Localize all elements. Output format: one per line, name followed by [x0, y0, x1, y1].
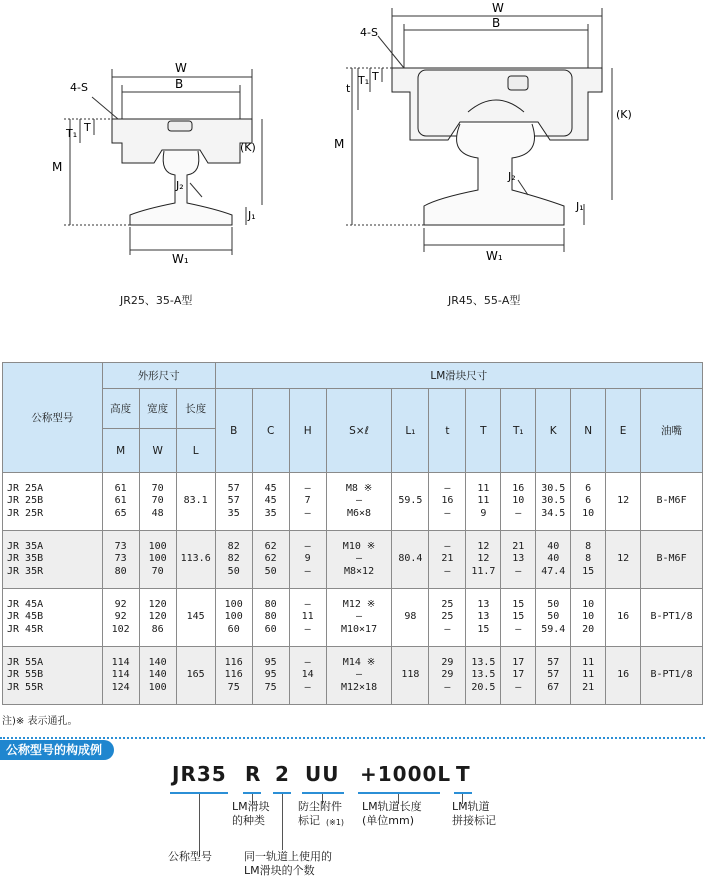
- header-C: C: [252, 389, 289, 473]
- cell-b: [215, 589, 252, 647]
- label-J2: J₂: [176, 179, 184, 192]
- cell-l1: 98: [392, 589, 429, 647]
- cell-t: [466, 647, 501, 705]
- cell-oil: B-M6F: [641, 531, 703, 589]
- cell-line: 6: [585, 482, 592, 494]
- label-block-type: LM滑块 的种类: [232, 800, 270, 827]
- cell-line: 70: [151, 565, 164, 577]
- label-J1: J₁: [576, 200, 584, 213]
- cell-line: 82: [227, 540, 240, 552]
- cell-n: [571, 647, 606, 705]
- cell-line: 12: [477, 553, 490, 565]
- cell-line: 62: [264, 553, 277, 565]
- cell-line: —: [304, 656, 311, 668]
- section-divider: [0, 737, 705, 739]
- cell-line: 11: [477, 495, 490, 507]
- cell-line: 57: [547, 669, 560, 681]
- cell-t1: [501, 473, 536, 531]
- cell-line: M12 ※: [342, 598, 376, 610]
- cell-line: 73: [114, 540, 127, 552]
- cell-s: [326, 589, 392, 647]
- cell-line: 13: [477, 598, 490, 610]
- leader-count: [282, 794, 283, 850]
- cell-line: 80: [264, 611, 277, 623]
- cell-l: 165: [176, 647, 215, 705]
- cell-line: 34.5: [541, 507, 566, 519]
- cell-line: 20.5: [471, 681, 496, 693]
- cell-line: 40: [547, 553, 560, 565]
- cell-line: 47.4: [541, 565, 566, 577]
- part-rail-length: +1000L: [360, 762, 452, 786]
- cell-w: [139, 531, 176, 589]
- cell-model: [3, 473, 103, 531]
- cell-line: 17: [512, 669, 525, 681]
- cell-line: —: [304, 623, 311, 635]
- cell-line: 124: [111, 681, 130, 693]
- cell-n: [571, 531, 606, 589]
- cell-line: —: [444, 482, 451, 494]
- label-T1: T₁: [358, 74, 370, 87]
- part-model: JR35: [172, 762, 227, 786]
- header-H: H: [289, 389, 326, 473]
- cell-line: 35: [227, 507, 240, 519]
- cell-line: JR 35R: [7, 565, 44, 577]
- label-count: 同一轨道上使用的 LM滑块的个数: [244, 850, 332, 877]
- cell-c: [252, 473, 289, 531]
- table-row: [3, 647, 703, 705]
- cell-line: —: [304, 507, 311, 519]
- cell-line: 75: [227, 681, 240, 693]
- label-W: W: [175, 61, 187, 75]
- cell-e: 16: [606, 589, 641, 647]
- cell-line: 21: [582, 681, 595, 693]
- cell-t: [466, 531, 501, 589]
- cell-t: [429, 531, 466, 589]
- label-4-S: 4-S: [360, 26, 378, 39]
- cell-line: 120: [148, 611, 167, 623]
- cell-h: [289, 473, 326, 531]
- cell-m: [102, 473, 139, 531]
- cell-l1: 118: [392, 647, 429, 705]
- label-rail-joint: LM轨道 拼接标记: [452, 800, 496, 827]
- cell-line: 45: [264, 482, 277, 494]
- cell-line: 14: [301, 669, 314, 681]
- cell-line: M8 ※: [345, 482, 373, 494]
- label-W: W: [492, 1, 504, 15]
- leader-model: [199, 794, 200, 856]
- part-count: 2: [275, 762, 290, 786]
- cell-line: 35: [264, 507, 277, 519]
- cell-line: —: [304, 565, 311, 577]
- cell-b: [215, 531, 252, 589]
- cell-line: 100: [148, 540, 167, 552]
- cell-line: 100: [224, 598, 243, 610]
- table-note: 注)※ 表示通孔。: [2, 716, 78, 727]
- cell-t1: [501, 589, 536, 647]
- cell-line: 16: [512, 482, 525, 494]
- cell-line: 10: [512, 495, 525, 507]
- cell-line: —: [304, 598, 311, 610]
- cell-line: 48: [151, 507, 164, 519]
- cell-s: [326, 473, 392, 531]
- cell-line: 70: [151, 495, 164, 507]
- cell-model: [3, 531, 103, 589]
- cell-oil: B-PT1/8: [641, 647, 703, 705]
- cell-line: 13.5: [471, 669, 496, 681]
- cell-c: [252, 531, 289, 589]
- cell-line: JR 55R: [7, 681, 44, 693]
- label-seal-mark: (※1): [326, 818, 345, 827]
- cell-h: [289, 647, 326, 705]
- cell-line: M8×12: [343, 565, 375, 577]
- cell-line: JR 55A: [7, 656, 44, 668]
- label-M: M: [334, 137, 345, 151]
- header-E: E: [606, 389, 641, 473]
- cell-w: [139, 589, 176, 647]
- cell-line: 29: [441, 669, 454, 681]
- cell-line: 100: [148, 553, 167, 565]
- cell-line: JR 45R: [7, 623, 44, 635]
- cell-line: —: [515, 565, 522, 577]
- header-N: N: [571, 389, 606, 473]
- cell-k: [536, 531, 571, 589]
- cell-model: [3, 647, 103, 705]
- cell-line: —: [444, 623, 451, 635]
- header-length: 长度: [176, 389, 215, 429]
- cell-m: [102, 531, 139, 589]
- cell-line: 80: [114, 565, 127, 577]
- caption-jr45-55: JR45、55-A型: [448, 294, 521, 307]
- cell-s: [326, 531, 392, 589]
- cell-line: 62: [264, 540, 277, 552]
- drawing-jr45-55: [320, 0, 655, 270]
- part-block-type: R: [245, 762, 262, 786]
- cell-line: JR 25B: [7, 495, 44, 507]
- cell-line: —: [444, 565, 451, 577]
- cell-line: 50: [227, 565, 240, 577]
- cell-line: 82: [227, 553, 240, 565]
- cell-w: [139, 473, 176, 531]
- cell-l: 83.1: [176, 473, 215, 531]
- cell-t1: [501, 647, 536, 705]
- cell-line: 57: [227, 482, 240, 494]
- cell-line: 9: [480, 507, 487, 519]
- cell-line: 60: [264, 623, 277, 635]
- cell-line: —: [304, 681, 311, 693]
- cell-t: [466, 473, 501, 531]
- header-width: 宽度: [139, 389, 176, 429]
- cell-line: 59.4: [541, 623, 566, 635]
- cell-line: JR 45A: [7, 598, 44, 610]
- cell-line: —: [515, 623, 522, 635]
- cell-oil: B-M6F: [641, 473, 703, 531]
- label-K: (K): [616, 108, 632, 121]
- cell-line: —: [444, 540, 451, 552]
- label-J2: J₂: [508, 170, 516, 183]
- cell-c: [252, 647, 289, 705]
- cell-line: 116: [224, 669, 243, 681]
- cell-line: 80: [264, 598, 277, 610]
- cell-line: 140: [148, 669, 167, 681]
- cell-line: 13: [477, 611, 490, 623]
- cell-h: [289, 589, 326, 647]
- cell-line: 70: [151, 482, 164, 494]
- cell-k: [536, 473, 571, 531]
- cell-line: 11: [477, 482, 490, 494]
- cell-e: 12: [606, 531, 641, 589]
- cell-line: 95: [264, 669, 277, 681]
- cell-m: [102, 589, 139, 647]
- cell-line: M10 ※: [342, 540, 376, 552]
- cell-line: —: [304, 540, 311, 552]
- label-W1: W₁: [486, 249, 503, 263]
- cell-t: [429, 473, 466, 531]
- cell-line: 29: [441, 656, 454, 668]
- cell-line: —: [356, 611, 363, 623]
- cell-line: 8: [585, 553, 592, 565]
- cell-b: [215, 647, 252, 705]
- cell-line: JR 25A: [7, 482, 44, 494]
- cell-line: 40: [547, 540, 560, 552]
- cell-e: 12: [606, 473, 641, 531]
- cell-line: —: [356, 495, 363, 507]
- header-oil: 油嘴: [641, 389, 703, 473]
- label-T: T: [84, 121, 91, 134]
- cell-line: 10: [582, 598, 595, 610]
- cell-n: [571, 589, 606, 647]
- cell-line: 17: [512, 656, 525, 668]
- cell-line: —: [444, 507, 451, 519]
- cell-t: [429, 647, 466, 705]
- label-T1: T₁: [66, 127, 78, 140]
- cell-w: [139, 647, 176, 705]
- part-rail-joint: T: [456, 762, 471, 786]
- cell-line: 25: [441, 611, 454, 623]
- header-B: B: [215, 389, 252, 473]
- cell-line: 13.5: [471, 656, 496, 668]
- cell-line: 100: [224, 611, 243, 623]
- cell-model: [3, 589, 103, 647]
- cell-line: —: [515, 681, 522, 693]
- cell-t: [466, 589, 501, 647]
- cell-line: 10: [582, 611, 595, 623]
- cell-line: 92: [114, 598, 127, 610]
- cell-l1: 59.5: [392, 473, 429, 531]
- cell-line: 60: [227, 623, 240, 635]
- header-K: K: [536, 389, 571, 473]
- cell-line: 11: [582, 656, 595, 668]
- header-T: T: [466, 389, 501, 473]
- label-K: (K): [240, 141, 256, 154]
- cell-line: 67: [547, 681, 560, 693]
- cell-line: 95: [264, 656, 277, 668]
- cell-line: 13: [512, 553, 525, 565]
- label-B: B: [175, 77, 184, 91]
- cell-s: [326, 647, 392, 705]
- cell-line: 21: [512, 540, 525, 552]
- cell-line: 7: [304, 495, 311, 507]
- header-t: t: [429, 389, 466, 473]
- underline-rail-length: [358, 792, 440, 794]
- cell-line: 140: [148, 656, 167, 668]
- cell-line: —: [444, 681, 451, 693]
- label-B: B: [492, 16, 501, 30]
- cell-line: 11: [582, 669, 595, 681]
- cell-line: —: [304, 482, 311, 494]
- label-rail-length: LM轨道长度 (单位mm): [362, 800, 422, 827]
- cell-line: 86: [151, 623, 164, 635]
- cell-line: 102: [111, 623, 130, 635]
- cell-line: 11: [301, 611, 314, 623]
- cell-line: 8: [585, 540, 592, 552]
- header-L1: L₁: [392, 389, 429, 473]
- header-height: 高度: [102, 389, 139, 429]
- composition-title: 公称型号的构成例: [0, 740, 114, 760]
- cell-line: —: [356, 553, 363, 565]
- cell-line: 50: [547, 611, 560, 623]
- cell-line: 116: [224, 656, 243, 668]
- cell-line: 30.5: [541, 482, 566, 494]
- label-4-S: 4-S: [70, 81, 88, 94]
- cell-line: 57: [227, 495, 240, 507]
- cell-k: [536, 589, 571, 647]
- cell-m: [102, 647, 139, 705]
- header-T1: T₁: [501, 389, 536, 473]
- cell-line: 15: [477, 623, 490, 635]
- header-lm: LM滑块尺寸: [215, 363, 702, 389]
- cell-line: 73: [114, 553, 127, 565]
- cell-line: 50: [547, 598, 560, 610]
- cell-line: 61: [114, 495, 127, 507]
- caption-jr25-35: JR25、35-A型: [120, 294, 193, 307]
- cell-t: [429, 589, 466, 647]
- cell-line: 30.5: [541, 495, 566, 507]
- header-L: L: [176, 429, 215, 473]
- cell-line: 12: [477, 540, 490, 552]
- cell-line: 9: [304, 553, 311, 565]
- underline-seal: [302, 792, 344, 794]
- cell-line: 15: [582, 565, 595, 577]
- cell-line: JR 25R: [7, 507, 44, 519]
- header-W: W: [139, 429, 176, 473]
- label-J1: J₁: [248, 209, 256, 222]
- part-seal: UU: [305, 762, 340, 786]
- label-M: M: [52, 160, 63, 174]
- label-seal: 防尘附件 标记: [298, 800, 342, 827]
- cell-line: 120: [148, 598, 167, 610]
- spec-table: [2, 362, 703, 705]
- cell-line: 45: [264, 495, 277, 507]
- drawing-jr25-35: [40, 55, 280, 270]
- cell-line: 11.7: [471, 565, 496, 577]
- cell-line: M10×17: [340, 623, 378, 635]
- label-T: T: [372, 70, 379, 83]
- cell-line: 100: [148, 681, 167, 693]
- header-outer: 外形尺寸: [102, 363, 215, 389]
- cell-line: M14 ※: [342, 656, 376, 668]
- cell-line: 16: [441, 495, 454, 507]
- cell-b: [215, 473, 252, 531]
- cell-line: JR 35B: [7, 553, 44, 565]
- underline-rail-joint: [454, 792, 472, 794]
- cell-line: JR 55B: [7, 669, 44, 681]
- table-row: [3, 531, 703, 589]
- cell-line: 57: [547, 656, 560, 668]
- cell-line: M6×8: [346, 507, 372, 519]
- label-W1: W₁: [172, 252, 189, 266]
- cell-line: JR 35A: [7, 540, 44, 552]
- cell-e: 16: [606, 647, 641, 705]
- cell-line: 114: [111, 669, 130, 681]
- cell-line: —: [515, 507, 522, 519]
- cell-n: [571, 473, 606, 531]
- cell-line: 92: [114, 611, 127, 623]
- header-M: M: [102, 429, 139, 473]
- cell-line: 15: [512, 611, 525, 623]
- cell-line: 50: [264, 565, 277, 577]
- cell-line: M12×18: [340, 681, 378, 693]
- table-row: [3, 589, 703, 647]
- cell-h: [289, 531, 326, 589]
- cell-line: 10: [582, 507, 595, 519]
- cell-line: 25: [441, 598, 454, 610]
- table-row: [3, 473, 703, 531]
- label-t: t: [346, 82, 351, 95]
- cell-line: 20: [582, 623, 595, 635]
- cell-line: 114: [111, 656, 130, 668]
- cell-line: 75: [264, 681, 277, 693]
- cell-l: 113.6: [176, 531, 215, 589]
- cell-c: [252, 589, 289, 647]
- cell-line: 6: [585, 495, 592, 507]
- cell-l1: 80.4: [392, 531, 429, 589]
- cell-oil: B-PT1/8: [641, 589, 703, 647]
- cell-line: 65: [114, 507, 127, 519]
- label-model: 公称型号: [168, 850, 212, 863]
- cell-line: 61: [114, 482, 127, 494]
- cell-line: JR 45B: [7, 611, 44, 623]
- cell-t1: [501, 531, 536, 589]
- cell-line: 15: [512, 598, 525, 610]
- header-S: S×ℓ: [326, 389, 392, 473]
- cell-l: 145: [176, 589, 215, 647]
- cell-line: —: [356, 669, 363, 681]
- cell-k: [536, 647, 571, 705]
- cell-line: 21: [441, 553, 454, 565]
- header-model: 公称型号: [3, 363, 103, 473]
